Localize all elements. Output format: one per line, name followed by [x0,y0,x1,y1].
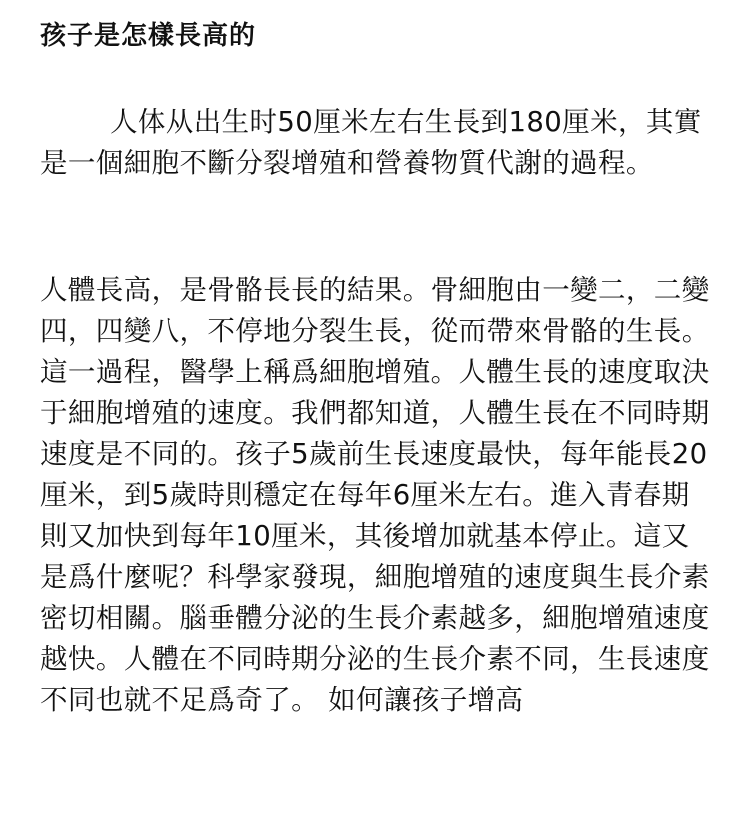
article-paragraph-1: 人体从出生时50厘米左右生長到180厘米，其實是一個細胞不斷分裂增殖和營養物質代謝的過程。 [40,106,702,179]
article-title: 孩子是怎樣長高的 [40,21,257,51]
article-paragraph-2: 人體長高，是骨骼長長的結果。骨細胞由一變二，二變四，四變八，不停地分裂生長，從而帶來骨骼的生長。這一過程，醫學上稱爲細胞增殖。人體生長的速度取決于細胞增殖的速度。我們都知道，人體生長在不同時期速度是不同的。孩子5歲前生長速度最快，每年能長20厘米，到5歲時則穩定在每年6厘米左右。進入青春期則又加快到每年10厘米，其後增加就基本停止。這又是爲什麼呢？科學家發現，細胞增殖的速度與生長介素密切相關。腦垂體分泌的生長介素越多，細胞增殖速度越快。人體在不同時期分泌的生長介素不同，生長速度不同也就不足爲奇了。 如何讓孩子增高 [40,274,710,716]
